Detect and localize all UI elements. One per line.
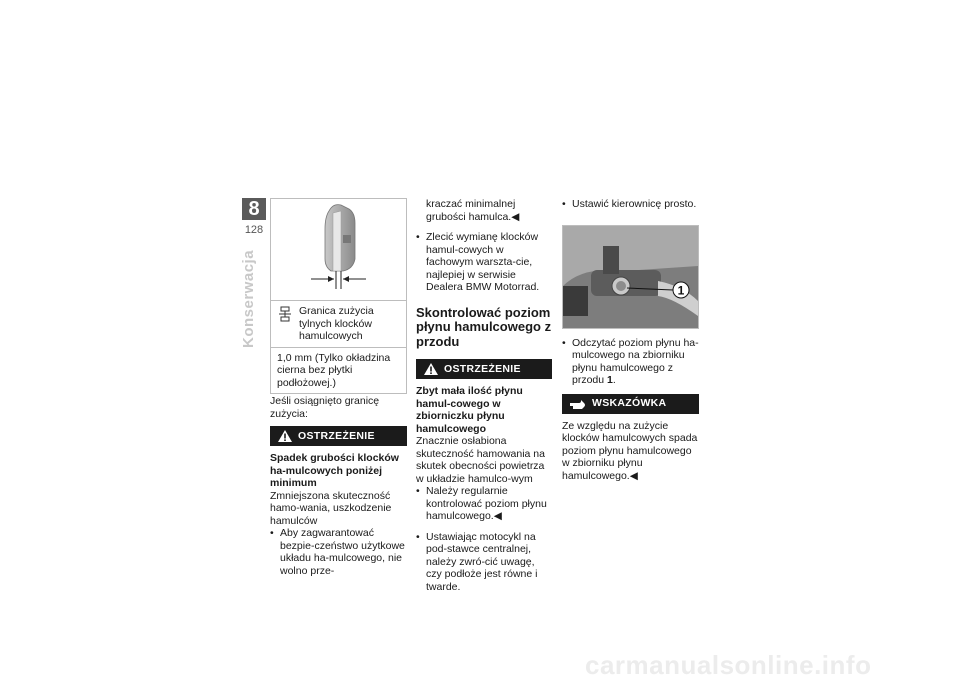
note-banner bbox=[562, 394, 699, 414]
page-number: 128 bbox=[244, 224, 264, 236]
chapter-number: 8 bbox=[242, 198, 266, 220]
note-label: WSKAZÓWKA bbox=[592, 397, 667, 410]
column-1 bbox=[270, 198, 407, 577]
warning-title: Zbyt mała ilość płynu hamul-cowego w zbiorniczku płynu hamulcowego bbox=[416, 385, 523, 435]
warning-text: Zmniejszona skuteczność hamo-wania, uszkodzenie hamulców bbox=[270, 489, 392, 527]
warning-text: Znacznie osłabiona skuteczność hamowania na skutek obecności powietrza w układzie hamulco-wym bbox=[416, 435, 545, 485]
warning-icon bbox=[424, 363, 438, 375]
brake-reservoir-photo bbox=[562, 225, 699, 329]
legend-table bbox=[270, 301, 407, 394]
list-item: • Ustawić kierownicę prosto. bbox=[562, 198, 699, 211]
brake-pad-wear-icon bbox=[277, 305, 293, 323]
list-item: • Zlecić wymianę klocków hamul-cowych w fachowym warszta-cie, najlepiej w serwisie Dealera BMW Motorrad. bbox=[416, 231, 552, 294]
warning-title: Spadek grubości klocków ha-mulcowych poniżej minimum bbox=[270, 452, 399, 489]
warning-banner bbox=[270, 426, 407, 446]
column-2 bbox=[416, 198, 552, 593]
list-item: • Ustawiając motocykl na pod-stawce centralnej, należy zwró-cić uwagę, czy podłoże jest równe i twarde. bbox=[416, 531, 552, 594]
warning-banner bbox=[416, 359, 552, 379]
watermark: carmanualsonline.info bbox=[585, 650, 872, 680]
list-item bbox=[562, 337, 699, 387]
instruction-end: . bbox=[612, 374, 616, 386]
warning-label: OSTRZEŻENIE bbox=[298, 429, 375, 442]
brake-pad-illustration bbox=[271, 199, 406, 300]
legend-row-value bbox=[271, 348, 406, 394]
intro-text: Jeśli osiągnięto granicę zużycia: bbox=[270, 395, 380, 420]
reference-number: 1 bbox=[607, 374, 613, 386]
list-item: • Aby zagwarantować bezpie-czeństwo użytkowe układu ha-mulcowego, nie wolno prze- bbox=[270, 527, 407, 577]
continued-text: kraczać minimalnej grubości hamulca.◀ bbox=[426, 198, 520, 223]
section-heading: Skontrolować poziom płynu hamulcowego z przodu bbox=[416, 304, 552, 349]
legend-row-limit bbox=[271, 301, 406, 348]
warning-icon bbox=[278, 430, 292, 442]
reservoir-illustration bbox=[563, 226, 698, 328]
callout-label: 1 bbox=[677, 283, 685, 297]
note-text: Ze względu na zużycie klocków hamulcowych spada poziom płynu hamulcowego w zbiorniku płynu hamulcowego.◀ bbox=[562, 419, 698, 482]
legend-text: Granica zużycia tylnych klocków hamulcowych bbox=[299, 305, 374, 342]
warning-label: OSTRZEŻENIE bbox=[444, 362, 521, 375]
instruction-text: Odczytać poziom płynu ha-mulcowego na zbiorniku płynu hamulcowego z przodu bbox=[572, 336, 699, 386]
column-3 bbox=[562, 198, 699, 482]
brake-pad-figure bbox=[270, 198, 407, 301]
pointing-hand-icon bbox=[570, 398, 586, 410]
chapter-title: Konserwacja bbox=[240, 249, 257, 348]
legend-value: 1,0 mm (Tylko okładzina cierna bez płytki podłożowej.) bbox=[277, 351, 391, 389]
list-item: • Należy regularnie kontrolować poziom płynu hamulcowego.◀ bbox=[416, 485, 552, 523]
